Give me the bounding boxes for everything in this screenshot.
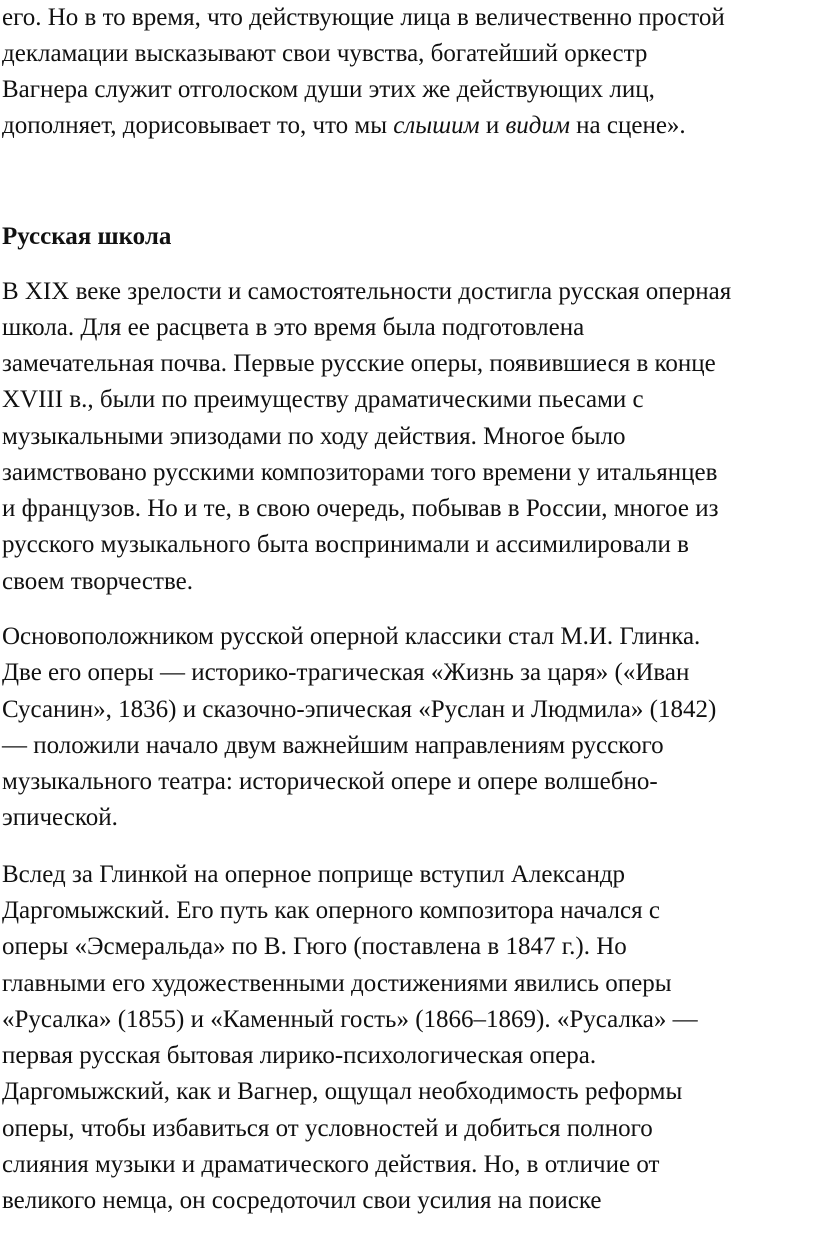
paragraph-1-line: русского музыкального быта воспринимали и ассимилировали в (2, 531, 689, 558)
emphasis-see: видим (505, 112, 570, 139)
paragraph-1-line: заимствовано русскими композиторами того времени у итальянцев (2, 459, 718, 486)
intro-line-4-mid: и (479, 112, 506, 139)
paragraph-3-line: слияния музыки и драматического действия. Но, в отличие от (2, 1151, 660, 1178)
paragraph-2-line: Основоположником русской оперной классики стал М.И. Глинка. (2, 623, 701, 650)
paragraph-2-line: Сусанин», 1836) и сказочно-эпическая «Руслан и Людмила» (1842) (2, 696, 717, 723)
paragraph-3-line: Даргомыжский, как и Вагнер, ощущал необходимость реформы (2, 1078, 683, 1105)
paragraph-3-line: первая русская бытовая лирико-психологическая опера. (2, 1042, 597, 1069)
paragraph-3-line: Вслед за Глинкой на оперное поприще вступил Александр (2, 861, 626, 888)
intro-line-2: декламации высказывают свои чувства, богатейший оркестр (2, 40, 648, 67)
paragraph-3-line: Даргомыжский. Его путь как оперного композитора начался с (2, 897, 660, 924)
intro-line-4-start: дополняет, дорисовывает то, что мы (2, 112, 394, 139)
paragraph-1-line: В XIX веке зрелости и самостоятельности достигла русская оперная (2, 278, 732, 305)
paragraph-3-line: оперы, чтобы избавиться от условностей и добиться полного (2, 1115, 653, 1142)
paragraph-1-line: музыкальными эпизодами по ходу действия. Многое было (2, 423, 626, 450)
section-heading: Русская школа (2, 223, 172, 250)
paragraph-2-line: эпической. (2, 804, 118, 831)
paragraph-1-line: своем творчестве. (2, 568, 193, 595)
intro-line-1: его. Но в то время, что действующие лица в величественно простой (2, 4, 725, 31)
paragraph-1-line: и французов. Но и те, в свою очередь, побывав в России, многое из (2, 495, 719, 522)
emphasis-hear: слышим (393, 112, 480, 139)
paragraph-3-line: «Русалка» (1855) и «Каменный гость» (1866–1869). «Русалка» — (2, 1006, 698, 1033)
paragraph-2-line: Две его оперы — историко-трагическая «Жизнь за царя» («Иван (2, 659, 690, 686)
intro-line-4 (2, 108, 686, 145)
paragraph-3-line: главными его художественными достижениями явились оперы (2, 970, 672, 997)
paragraph-3-line: великого немца, он сосредоточил свои усилия на поиске (2, 1187, 602, 1214)
paragraph-2-line: музыкального театра: исторической опере и опере волшебно- (2, 768, 658, 795)
intro-line-3: Вагнера служит отголоском души этих же действующих лиц, (2, 76, 655, 103)
paragraph-1-line: замечательная почва. Первые русские оперы, появившиеся в конце (2, 350, 716, 377)
paragraph-1-line: XVIII в., были по преимуществу драматическими пьесами с (2, 386, 644, 413)
paragraph-1-line: школа. Для ее расцвета в это время была подготовлена (2, 314, 585, 341)
paragraph-2-line: — положили начало двум важнейшим направлениям русского (2, 732, 664, 759)
paragraph-3-line: оперы «Эсмеральда» по В. Гюго (поставлена в 1847 г.). Но (2, 933, 627, 960)
intro-line-4-end: на сцене». (569, 112, 686, 139)
